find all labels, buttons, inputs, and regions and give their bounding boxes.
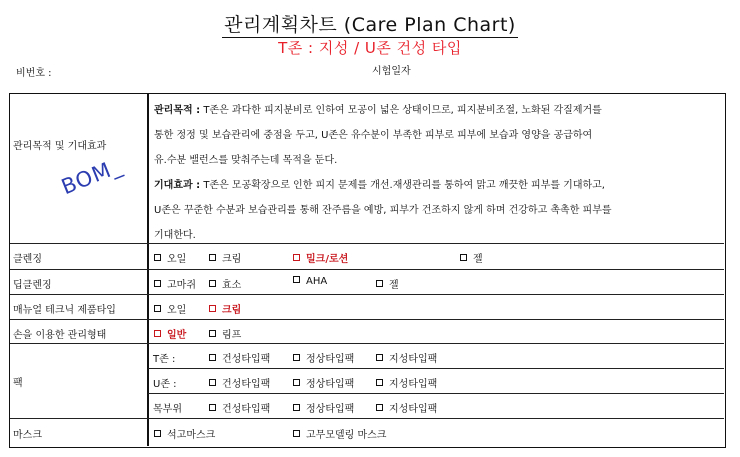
- checkbox-icon: [209, 280, 216, 287]
- hand-care-option-lymph[interactable]: 림프: [209, 326, 241, 341]
- purpose-label: 관리목적 :: [154, 105, 201, 116]
- checkbox-icon: [376, 280, 383, 287]
- effect-label: 기대효과 :: [154, 180, 201, 191]
- checkbox-icon: [154, 280, 161, 287]
- pack-t-zone-dry[interactable]: 건성타입팩: [209, 350, 270, 365]
- purpose-line-1: 관리목적 : T존은 과다한 피지분비로 인하여 모공이 넓은 상태이므로, 피지분비조절, 노화된 각질제거를: [154, 105, 602, 116]
- care-plan-table: [9, 93, 726, 448]
- pack-neck-oily[interactable]: 지성타입팩: [376, 400, 437, 415]
- pack-neck-dry[interactable]: 건성타입팩: [209, 400, 270, 415]
- mask-category-label: 마스크: [13, 430, 42, 441]
- effect-line-3: 기대한다.: [154, 230, 196, 241]
- hand-care-category-label: 손을 이용한 관리형태: [13, 330, 107, 341]
- pack-neck-label: 목부위: [153, 404, 182, 415]
- pack-neck-row: [148, 394, 724, 419]
- checkbox-icon: [209, 330, 216, 337]
- pack-t-zone-label: T존 :: [153, 354, 176, 365]
- checkbox-icon: [293, 379, 300, 386]
- deep-cleansing-option-enzyme[interactable]: 효소: [209, 276, 241, 291]
- pack-u-zone-normal[interactable]: 정상타입팩: [293, 375, 354, 390]
- chart-subtitle: T존 : 지성 / U존 건성 타입: [278, 39, 462, 57]
- effect-line-2: U존은 꾸준한 수분과 보습관리를 통해 잔주름을 예방, 피부가 건조하지 않게 하며 건강하고 촉촉한 피부를: [154, 205, 612, 216]
- checkbox-icon: [209, 254, 216, 261]
- mask-option-plaster[interactable]: 석고마스크: [154, 426, 215, 441]
- deep-cleansing-option-gel[interactable]: 젤: [376, 276, 399, 291]
- checkbox-icon: [154, 254, 161, 261]
- checkbox-icon: [154, 305, 161, 312]
- effect-line-1: 기대효과 : T존은 모공확장으로 인한 피지 문제를 개선.재생관리를 통하여 맑고 깨끗한 피부를 기대하고,: [154, 180, 605, 191]
- checkbox-icon: [209, 404, 216, 411]
- manual-option-oil[interactable]: 오일: [154, 301, 186, 316]
- checkbox-icon: [154, 330, 161, 337]
- pack-u-zone-label: U존 :: [153, 379, 177, 390]
- checkbox-icon: [376, 354, 383, 361]
- pack-u-zone-row: [148, 369, 724, 394]
- pack-u-zone-dry[interactable]: 건성타입팩: [209, 375, 270, 390]
- pack-t-zone-normal[interactable]: 정상타입팩: [293, 350, 354, 365]
- cleansing-option-milk-lotion[interactable]: 밀크/로션: [293, 250, 348, 265]
- cleansing-row: [10, 244, 724, 270]
- checkbox-icon: [209, 305, 216, 312]
- purpose-line-2: 통한 정정 및 보습관리에 중점을 두고, U존은 유수분이 부족한 피부로 피부에 보습과 영양을 공급하여: [154, 130, 593, 141]
- pack-u-zone-oily[interactable]: 지성타입팩: [376, 375, 437, 390]
- mask-row: [10, 419, 724, 446]
- checkbox-icon: [293, 254, 300, 261]
- deep-cleansing-option-aha[interactable]: AHA: [293, 276, 327, 287]
- pack-neck-normal[interactable]: 정상타입팩: [293, 400, 354, 415]
- deep-cleansing-option-gommage[interactable]: 고마쥐: [154, 276, 196, 291]
- chart-title: 관리계획차트 (Care Plan Chart): [224, 14, 516, 36]
- checkbox-icon: [293, 354, 300, 361]
- manual-technique-category-label: 매뉴얼 테크닉 제품타입: [13, 305, 116, 316]
- checkbox-icon: [376, 404, 383, 411]
- manual-technique-row: [10, 295, 724, 320]
- checkbox-icon: [460, 254, 467, 261]
- test-date-label: 시험일자: [372, 66, 411, 77]
- purpose-category-label: 관리목적 및 기대효과: [13, 141, 107, 152]
- checkbox-icon: [376, 379, 383, 386]
- manual-option-cream[interactable]: 크림: [209, 301, 241, 316]
- chart-number-label: 비번호 :: [16, 68, 52, 79]
- cleansing-option-oil[interactable]: 오일: [154, 250, 186, 265]
- purpose-row: [10, 94, 724, 244]
- purpose-line-3: 유.수분 밸런스를 맞춰주는데 목적을 둔다.: [154, 155, 338, 166]
- mask-option-rubber-modeling[interactable]: 고무모델링 마스크: [293, 426, 386, 441]
- checkbox-icon: [293, 404, 300, 411]
- cleansing-category-label: 클렌징: [13, 254, 42, 265]
- checkbox-icon: [154, 430, 161, 437]
- pack-row: [10, 344, 724, 419]
- cleansing-option-cream[interactable]: 크림: [209, 250, 241, 265]
- deep-cleansing-row: [10, 270, 724, 295]
- checkbox-icon: [209, 379, 216, 386]
- checkbox-icon: [293, 276, 300, 283]
- hand-care-option-general[interactable]: 일반: [154, 326, 186, 341]
- pack-category-label: 팩: [13, 378, 23, 389]
- checkbox-icon: [293, 430, 300, 437]
- hand-care-row: [10, 320, 724, 344]
- deep-cleansing-category-label: 딥클렌징: [13, 280, 52, 291]
- checkbox-icon: [209, 354, 216, 361]
- pack-t-zone-oily[interactable]: 지성타입팩: [376, 350, 437, 365]
- cleansing-option-gel[interactable]: 젤: [460, 250, 483, 265]
- pack-t-zone-row: [148, 344, 724, 369]
- examiner-signature: BOM_: [58, 153, 126, 200]
